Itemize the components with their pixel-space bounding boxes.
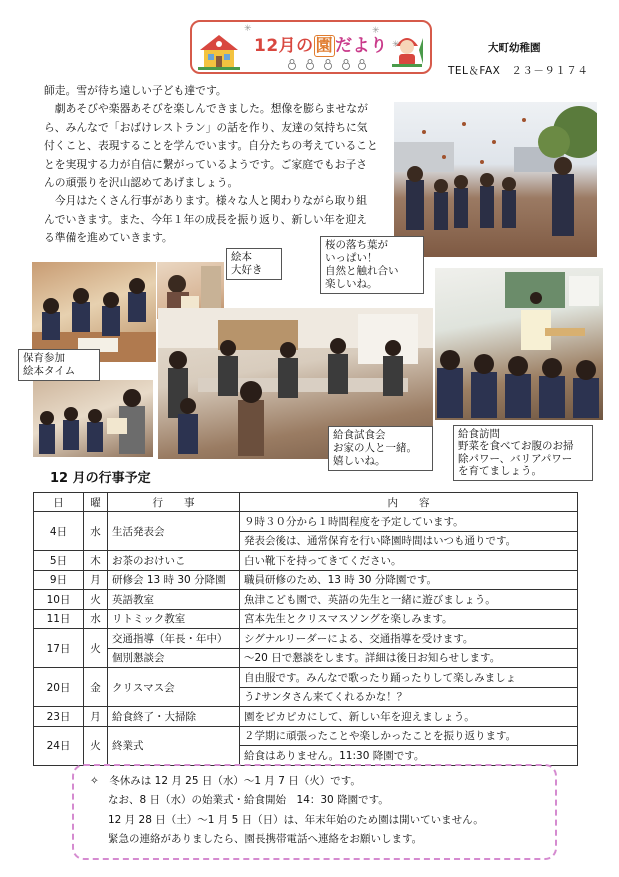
- cell-day: 4日: [34, 512, 84, 551]
- newsletter-title-box: [190, 20, 432, 74]
- cell-dow: 月: [84, 570, 108, 590]
- intro-line: ら、みんなで「おばけレストラン」の話を作り、友達の気持ちに気: [44, 120, 368, 134]
- cell-event: 個別懇談会: [108, 648, 240, 668]
- callout-line: 嬉しいね。: [333, 455, 386, 467]
- notice-line: [90, 772, 545, 791]
- title-en-char: 園: [315, 36, 334, 56]
- table-row: [34, 629, 578, 649]
- cell-day: 20日: [34, 668, 84, 707]
- cell-dow: 水: [84, 609, 108, 629]
- cell-event: リトミック教室: [108, 609, 240, 629]
- col-header-dow: 曜: [84, 493, 108, 512]
- intro-line: んの頑張りを沢山認めてあげましょう。: [44, 176, 239, 190]
- callout-line: 絵本: [231, 251, 252, 263]
- callout-line: 桜の落ち葉が: [325, 239, 388, 251]
- newsletter-title: [254, 31, 388, 56]
- cell-day: 11日: [34, 609, 84, 629]
- schedule-header-row: [34, 493, 578, 512]
- notice-line: なお、8 日（水）の始業式・給食開始 14：30 降園です。: [108, 794, 389, 807]
- cell-detail: う♪サンタさん来てくれるかな！？: [240, 687, 578, 707]
- intro-line: 劇あそびや楽器あそびを楽しんできました。想像を膨らませなが: [44, 102, 368, 116]
- cell-detail: ９時３０分から１時間程度を予定しています。: [240, 512, 578, 532]
- callout-line: お家の人と一緒。: [333, 442, 417, 454]
- callout-line: 絵本タイム: [23, 365, 76, 377]
- cell-detail: 自由服です。みんなで歌ったり踊ったりして楽しみましょ: [240, 668, 578, 688]
- col-header-event: 行 事: [108, 493, 240, 512]
- cell-detail: ～20 日で懇談をします。詳細は後日お知らせします。: [240, 648, 578, 668]
- intro-text: [44, 82, 384, 248]
- cell-dow: 火: [84, 629, 108, 668]
- cell-dow: 木: [84, 551, 108, 571]
- cell-dow: 火: [84, 726, 108, 765]
- title-month: 12: [254, 36, 279, 56]
- cell-day: 9日: [34, 570, 84, 590]
- snowflake-icon: ✳: [244, 24, 252, 34]
- callout-line: 給食訪問: [458, 428, 500, 440]
- cell-day: 10日: [34, 590, 84, 610]
- cell-day: 23日: [34, 707, 84, 727]
- table-row: [34, 570, 578, 590]
- cell-detail: 園をピカピカにして、新しい年を迎えましょう。: [240, 707, 578, 727]
- cell-detail: 宮本先生とクリスマスソングを楽しみます。: [240, 609, 578, 629]
- table-row: [34, 512, 578, 532]
- tel-fax: TEL＆FAX ２３－９１７４: [448, 65, 589, 77]
- cell-event: 研修会 13 時 30 分降園: [108, 570, 240, 590]
- intro-line: んでいきます。また、今年１年の成長を振り返り、新しい年を迎え: [44, 212, 368, 226]
- col-header-day: 日: [34, 493, 84, 512]
- cell-event: 英語教室: [108, 590, 240, 610]
- cell-dow: 金: [84, 668, 108, 707]
- child-in-red-hood-icon: [390, 30, 424, 70]
- cell-event: 生活発表会: [108, 512, 240, 551]
- intro-line: 付くこと、表現することを学んでいます。自分たちの考えていること: [44, 139, 378, 153]
- photo-lunch-visit: [435, 268, 603, 420]
- table-row: [34, 590, 578, 610]
- children-reading-scene-icon: [32, 262, 156, 362]
- cell-detail: ２学期に頑張ったことや楽しかったことを振り返ります。: [240, 726, 578, 746]
- cell-dow: 月: [84, 707, 108, 727]
- cell-dow: 水: [84, 512, 108, 551]
- winter-break-notice: [72, 764, 557, 860]
- callout-line: いっぱい！: [325, 252, 378, 264]
- table-row: [34, 551, 578, 571]
- intro-line: 師走。雪が待ち遠しい子ども達です。: [44, 84, 227, 97]
- photo-parent-participation: [33, 380, 153, 457]
- callout-line: 自然と触れ合い: [325, 265, 399, 277]
- cell-day: 24日: [34, 726, 84, 765]
- photo-children-reading: [32, 262, 156, 362]
- callout-line: を育てましょう。: [458, 465, 542, 478]
- cell-day: 5日: [34, 551, 84, 571]
- cell-event: クリスマス会: [108, 668, 240, 707]
- col-header-detail: 内 容: [240, 493, 578, 512]
- callout-line: 楽しいね。: [325, 278, 378, 290]
- callout-lunch-visit: [453, 425, 593, 481]
- cell-detail: 発表会後は、通常保育を行い降園時間はいつも通りです。: [240, 531, 578, 551]
- table-row: [34, 726, 578, 746]
- callout-line: 除パワー、バリアパワー: [458, 452, 573, 465]
- snowman-row-icon: [286, 58, 366, 70]
- parent-reading-scene-icon: [33, 380, 153, 457]
- table-row: [34, 707, 578, 727]
- autumn-leaves-scene-icon: [394, 102, 597, 257]
- title-tail: だより: [335, 36, 388, 56]
- schedule-title: 12 月の行事予定: [50, 471, 151, 486]
- cell-detail: 白い靴下を持ってきてください。: [240, 551, 578, 571]
- title-mid: 月の: [278, 36, 314, 56]
- cell-detail: 給食はありません。11:30 降園です。: [240, 746, 578, 766]
- cell-day: 17日: [34, 629, 84, 668]
- cell-event: お茶のおけいこ: [108, 551, 240, 571]
- notice-line: 緊急の連絡がありましたら、園長携帯電話へ連絡をお願いします。: [108, 833, 423, 846]
- schedule-table: [33, 492, 578, 766]
- notice-text: 冬休みは 12 月 25 日（水）～1 月 7 日（火）です。: [109, 775, 361, 787]
- cell-event: 給食終了・大掃除: [108, 707, 240, 727]
- sparkle-icon: ✧: [90, 775, 99, 787]
- notice-line: 12 月 28 日（土）～1 月 5 日（日）は、年末年始のため園は開いていません。: [108, 813, 484, 826]
- callout-line: 保育参加: [23, 352, 65, 364]
- intro-line: 今月はたくさん行事があります。様々な人と関わりながら取り組: [44, 194, 368, 208]
- callout-line: 野菜を食べてお腹のお掃: [458, 440, 574, 453]
- callout-line: 給食試食会: [333, 429, 386, 441]
- intro-line: とを実現する力が自信に繋がっているようです。ご家庭でもお子さ: [44, 157, 368, 171]
- table-row: [34, 609, 578, 629]
- callout-picture-book: [226, 248, 282, 280]
- intro-line: る準備を進めていきます。: [44, 231, 173, 245]
- kindergarten-house-icon: [198, 32, 240, 70]
- snowflake-icon: ✳: [372, 26, 380, 36]
- callout-parent-participation: [18, 349, 100, 381]
- cell-detail: 職員研修のため、13 時 30 分降園です。: [240, 570, 578, 590]
- photo-autumn-leaves: [394, 102, 597, 257]
- cell-dow: 火: [84, 590, 108, 610]
- lunch-visit-scene-icon: [435, 268, 603, 420]
- snowflake-icon: ✳: [392, 40, 400, 50]
- cell-event: 終業式: [108, 726, 240, 765]
- table-row: [34, 648, 578, 668]
- school-name: 大町幼稚園: [488, 42, 541, 54]
- table-row: [34, 668, 578, 688]
- cell-detail: シグナルリーダーによる、交通指導を受けます。: [240, 629, 578, 649]
- callout-lunch-tasting: [328, 426, 433, 471]
- callout-cherry-leaves: [320, 236, 424, 294]
- callout-line: 大好き: [231, 264, 263, 276]
- cell-detail: 魚津こども園で、英語の先生と一緒に遊びましょう。: [240, 590, 578, 610]
- cell-event: 交通指導（年長・年中）: [108, 629, 240, 649]
